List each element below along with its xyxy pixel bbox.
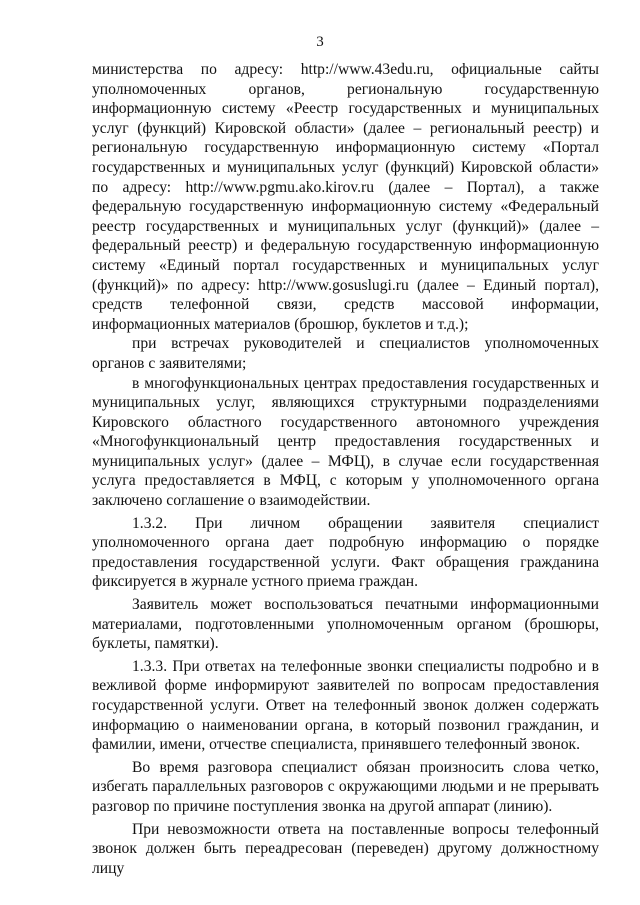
paragraph-1-3-2: 1.3.2. При личном обращении заявителя специалист уполномоченного органа дает подробную информацию о порядке предоставления государственной услуги. Факт обращения гражданина фиксируется в журнале устного приема граждан. (92, 514, 599, 591)
paragraph-1-3-3: 1.3.3. При ответах на телефонные звонки специалисты подробно и в вежливой форме информируют заявителей по вопросам предоставления государственной услуги. Ответ на телефонный звонок должен содержать информацию о наименовании органа, в который позвонил гражданин, и фамилии, имени, отчестве специалиста, принявшего телефонный звонок. (92, 657, 599, 754)
paragraph-printed-materials: Заявитель может воспользоваться печатными информационными материалами, подготовленными уполномоченным органом (брошюры, буклеты, памятки). (92, 596, 599, 653)
paragraph-meetings: при встречах руководителей и специалистов уполномоченных органов с заявителями; (92, 335, 599, 372)
paragraph-call-redirect: При невозможности ответа на поставленные вопросы телефонный звонок должен быть переадресован (переведен) другому должностному лицу (92, 820, 599, 877)
document-body (92, 60, 599, 878)
page-number: 3 (316, 34, 324, 50)
paragraph-conversation-rules: Во время разговора специалист обязан произносить слова четко, избегать параллельных разговоров с окружающими людьми и не прерывать разговор по причине поступления звонка на другой аппарат (линию). (92, 758, 599, 815)
paragraph-information-sources: министерства по адресу: http://www.43edu.ru, официальные сайты уполномоченных органов, региональную государственную информационную систему «Реестр государственных и муниципальных услуг (функций) Кировской области» (далее – региональный реестр) и региональную государственную информационную систему «Портал государственных и муниципальных услуг (функций) Кировской области» по адресу: http://www.pgmu.ako.kirov.ru (далее – Портал), а также федеральную государственную информационную систему «Федеральный реестр государственных и муниципальных услуг (функций)» (далее – федеральный реестр) и федеральную государственную информационную систему «Единый портал государственных и муниципальных услуг (функций)» по адресу: http://www.gosuslugi.ru (далее – Единый портал), средств телефонной связи, средств массовой информации, информационных материалов (брошюр, буклетов и т.д.); (92, 61, 599, 333)
paragraph-mfc: в многофункциональных центрах предоставления государственных и муниципальных услуг, являющихся структурными подразделениями Кировского областного государственного автономного учреждения «Многофункциональный центр предоставления государственных и муниципальных услуг» (далее – МФЦ), в случае если государственная услуга предоставляется в МФЦ, с которым у уполномоченного органа заключено соглашение о взаимодействии. (92, 374, 599, 510)
